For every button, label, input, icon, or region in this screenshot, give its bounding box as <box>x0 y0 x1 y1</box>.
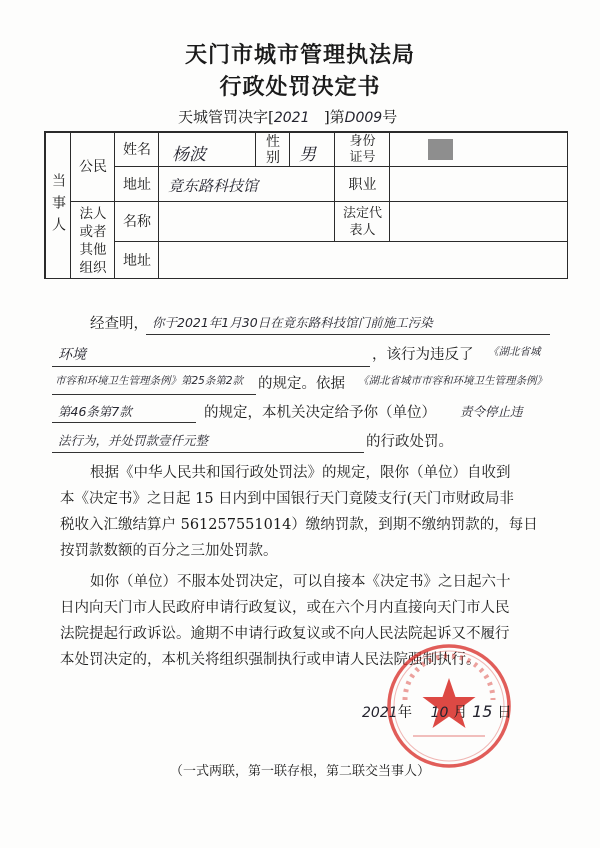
docno-mid: ]第 <box>323 108 345 126</box>
appeal-paragraph-line-1: 如你（单位）不服本处罚决定，可以自接本《决定书》之日起六十 <box>90 574 511 590</box>
organization-label: 法人或者其他组织 <box>79 205 107 276</box>
fill-line-5 <box>52 452 364 453</box>
address-value: 竟东路科技馆 <box>168 177 259 195</box>
copy-note: （一式两联，第一联存根，第二联交当事人） <box>169 764 430 779</box>
violation-description-1: 你于2021年1月30日在竟东路科技馆门前施工污染 <box>152 315 433 330</box>
violated-clause-text: ，该行为违反了 <box>372 347 474 363</box>
date-year: 2021 <box>362 705 398 721</box>
gender-label: 性别 <box>266 133 280 166</box>
address-label: 地址 <box>123 176 151 193</box>
date-day-unit: 日 <box>497 705 512 721</box>
fill-line-3 <box>52 394 256 395</box>
date-month: 10 <box>430 705 449 721</box>
document-number <box>178 106 397 127</box>
docno-year: 2021 <box>273 110 310 126</box>
violated-law-2: 市容和环境卫生管理条例》第25条第2款 <box>55 375 244 387</box>
appeal-paragraph-line-2: 日内向天门市人民政府申请行政复议，或在六个月内直接向天门市人民 <box>60 600 510 616</box>
citizen-label: 公民 <box>79 159 107 175</box>
party-label: 当事人 <box>50 173 66 239</box>
date-year-unit: 年 <box>397 705 413 721</box>
legal-representative-label: 法定代表人 <box>343 206 383 238</box>
document-title: 行政处罚决定书 <box>219 74 381 100</box>
docno-prefix: 天城管罚决字[ <box>178 108 274 126</box>
date-day: 15 <box>472 702 493 721</box>
name-label: 姓名 <box>123 141 151 158</box>
decision-date <box>362 701 512 722</box>
penalty-end-text: 的行政处罚。 <box>366 434 453 450</box>
agency-title: 天门市城市管理执法局 <box>184 42 415 68</box>
occupation-label: 职业 <box>348 176 377 193</box>
org-name-label: 名称 <box>123 214 151 230</box>
id-number-redaction <box>428 139 453 160</box>
finding-lead: 经查明， <box>90 316 148 332</box>
appeal-paragraph-line-3: 法院提起行政诉讼。逾期不申请行政复议或不向人民法院起诉又不履行 <box>60 626 510 642</box>
violation-description-2: 环境 <box>58 347 86 363</box>
penalty-1: 责令停止违 <box>460 404 523 419</box>
appeal-paragraph-line-4: 本处罚决定的，本机关将组织强制执行或申请人民法院强制执行。 <box>60 652 481 668</box>
payment-paragraph-line-2: 本《决定书》之日起 15 日内到中国银行天门竟陵支行(天门市财政局非 <box>60 491 514 507</box>
penalty-basis-law-2: 第46条第7款 <box>58 404 132 419</box>
fill-line-2 <box>52 366 370 367</box>
penalty-basis-law-1: 《湖北省城市市容和环境卫生管理条例》 <box>358 375 547 387</box>
violated-law-1: 《湖北省城 <box>488 346 541 358</box>
payment-paragraph-line-1: 根据《中华人民共和国行政处罚法》的规定，限你（单位）自收到 <box>90 465 511 481</box>
decision-text: 的规定，本机关决定给予你（单位） <box>204 405 436 421</box>
basis-text: 的规定。依据 <box>258 376 345 392</box>
name-value: 杨波 <box>172 145 206 165</box>
gender-value: 男 <box>299 145 316 165</box>
payment-paragraph-line-3: 税收入汇缴结算户 561257551014）缴纳罚款，到期不缴纳罚款的，每日 <box>60 517 538 533</box>
fill-line-1 <box>146 334 550 335</box>
fill-line-4 <box>52 422 196 423</box>
payment-paragraph-line-4: 按罚款数额的百分之三加处罚款。 <box>60 543 278 559</box>
date-month-unit: 月 <box>453 705 468 721</box>
org-address-label: 地址 <box>123 252 151 269</box>
id-number-label: 身份证号 <box>349 133 376 165</box>
docno-number: D009 <box>344 110 383 126</box>
docno-suffix: 号 <box>382 108 398 126</box>
penalty-2: 法行为，并处罚款壹仟元整 <box>58 433 209 448</box>
